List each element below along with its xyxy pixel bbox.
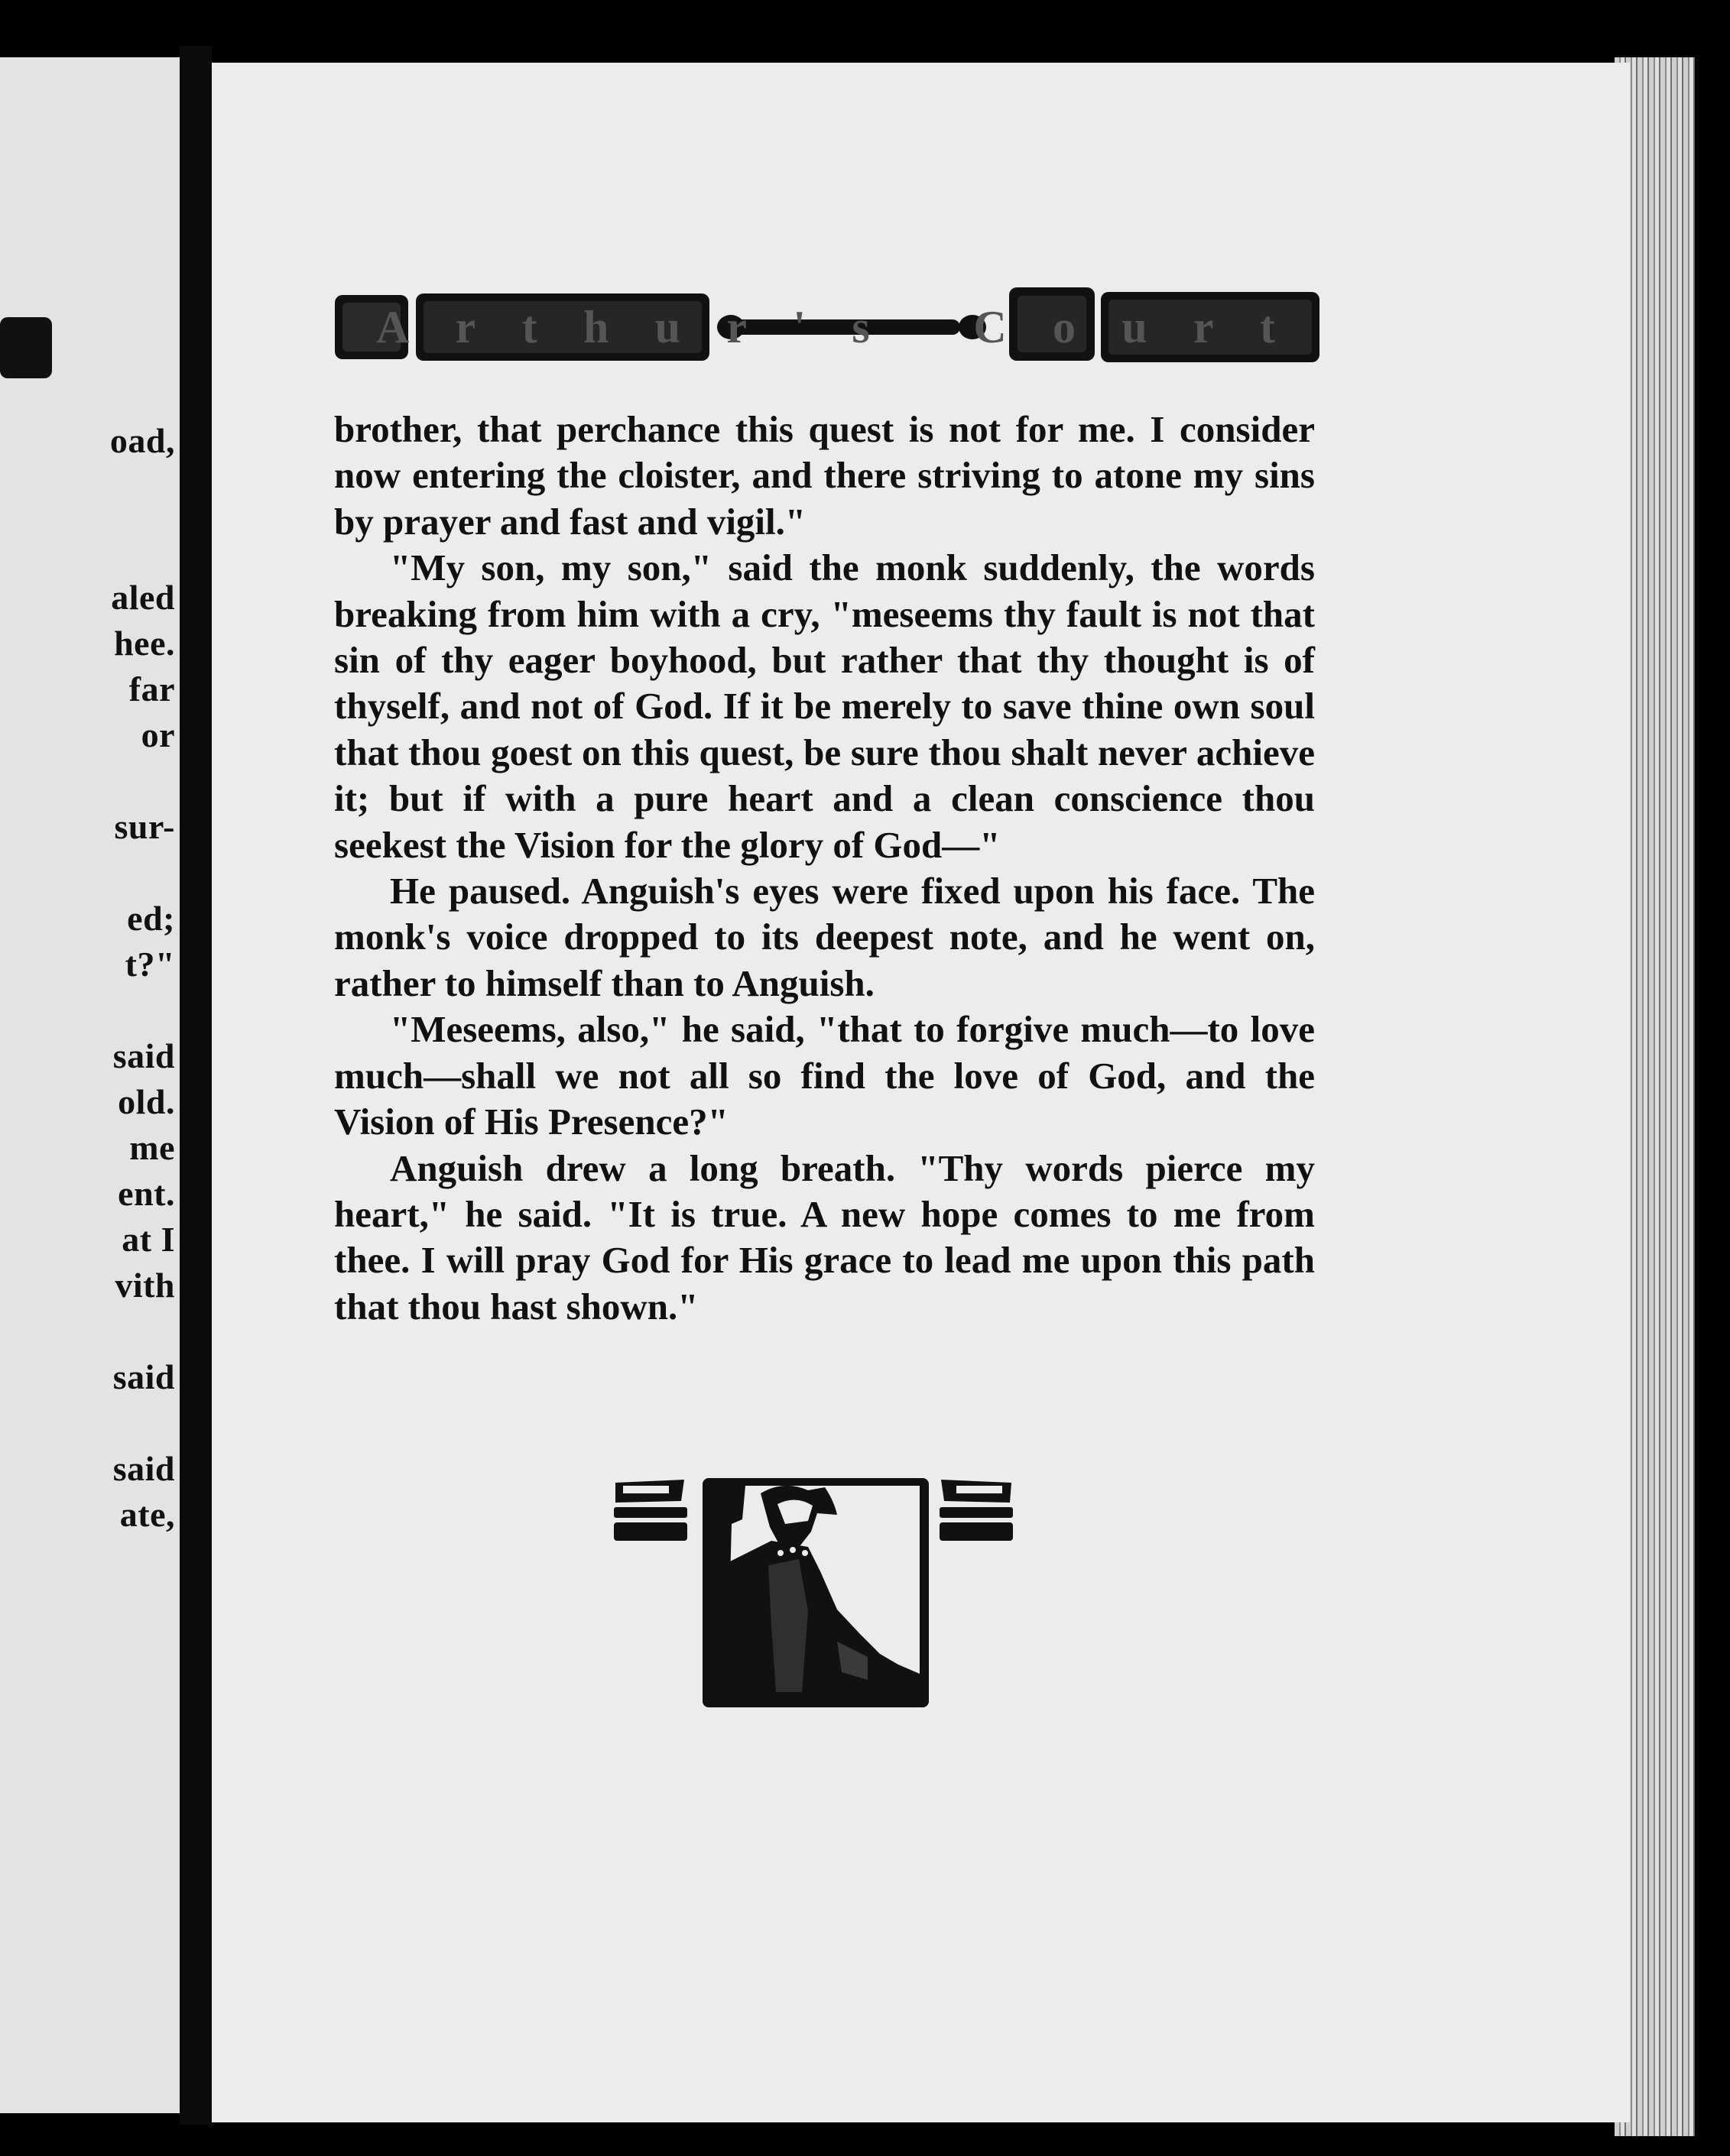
paragraph: He paused. Anguish's eyes were fixed upon his face. The monk's voice dropped to its deepest note, and he went on, rather to himself than to Anguish.	[334, 870, 1315, 1004]
paragraph: brother, that perchance this quest is not for me. I consider now entering the cloister, and there striving to atone my sins by prayer and fast and vigil."	[334, 408, 1315, 543]
previous-page-line: vith	[115, 1266, 175, 1305]
tailpiece-right-ornament	[940, 1480, 1013, 1541]
running-head-ornament	[335, 287, 1319, 362]
paragraph: "My son, my son," said the monk suddenly, the words breaking from him with a cry, "meseems thy fault is not that sin of thy eager boyhood, but rather that thy thought is of thyself, and not of God. If it be merely to save thine own soul that thou goest on this quest, be sure thou shalt never achieve it; but if with a pure heart and a clean conscience thou seekest the Vision for the glory of God—"	[334, 546, 1315, 866]
previous-page-line: or	[141, 715, 175, 754]
previous-page-line: at I	[122, 1220, 175, 1259]
previous-page-line: ate,	[119, 1495, 175, 1534]
previous-page-line: aled	[111, 578, 175, 617]
paragraph: Anguish drew a long breath. "Thy words pierce my heart," he said. "It is true. A new hope comes to me from thee. I will pray God for His grace to lead me upon this path that thou hast shown."	[334, 1146, 1315, 1328]
page-body	[334, 407, 1315, 1330]
running-head	[333, 284, 1321, 367]
previous-page-line: t?"	[125, 945, 175, 984]
tailpiece-illustration	[608, 1474, 1021, 1710]
previous-page-line: ent.	[118, 1174, 175, 1213]
previous-page-line: me	[129, 1128, 175, 1167]
previous-page-line: said	[112, 1449, 175, 1488]
previous-page-line: sur-	[114, 807, 175, 846]
monk-figure-vignette	[703, 1478, 929, 1707]
previous-page-header-ornament	[0, 264, 54, 394]
previous-page-line: ed;	[127, 899, 175, 938]
previous-page-line: oad,	[109, 421, 175, 460]
previous-page-line: said	[112, 1357, 175, 1396]
tailpiece-left-ornament	[614, 1480, 687, 1541]
previous-page-line: said	[112, 1036, 175, 1075]
previous-page-line: far	[128, 669, 175, 708]
previous-page-line: hee.	[114, 624, 175, 663]
paragraph: "Meseems, also," he said, "that to forgive much—to love much—shall we not all so find the love of God, and the Vision of His Presence?"	[334, 1008, 1315, 1143]
previous-page-line: old.	[118, 1082, 175, 1121]
previous-page	[0, 57, 180, 2113]
running-head-title: Arthur's Court	[376, 302, 1278, 352]
book-gutter	[180, 46, 212, 2125]
